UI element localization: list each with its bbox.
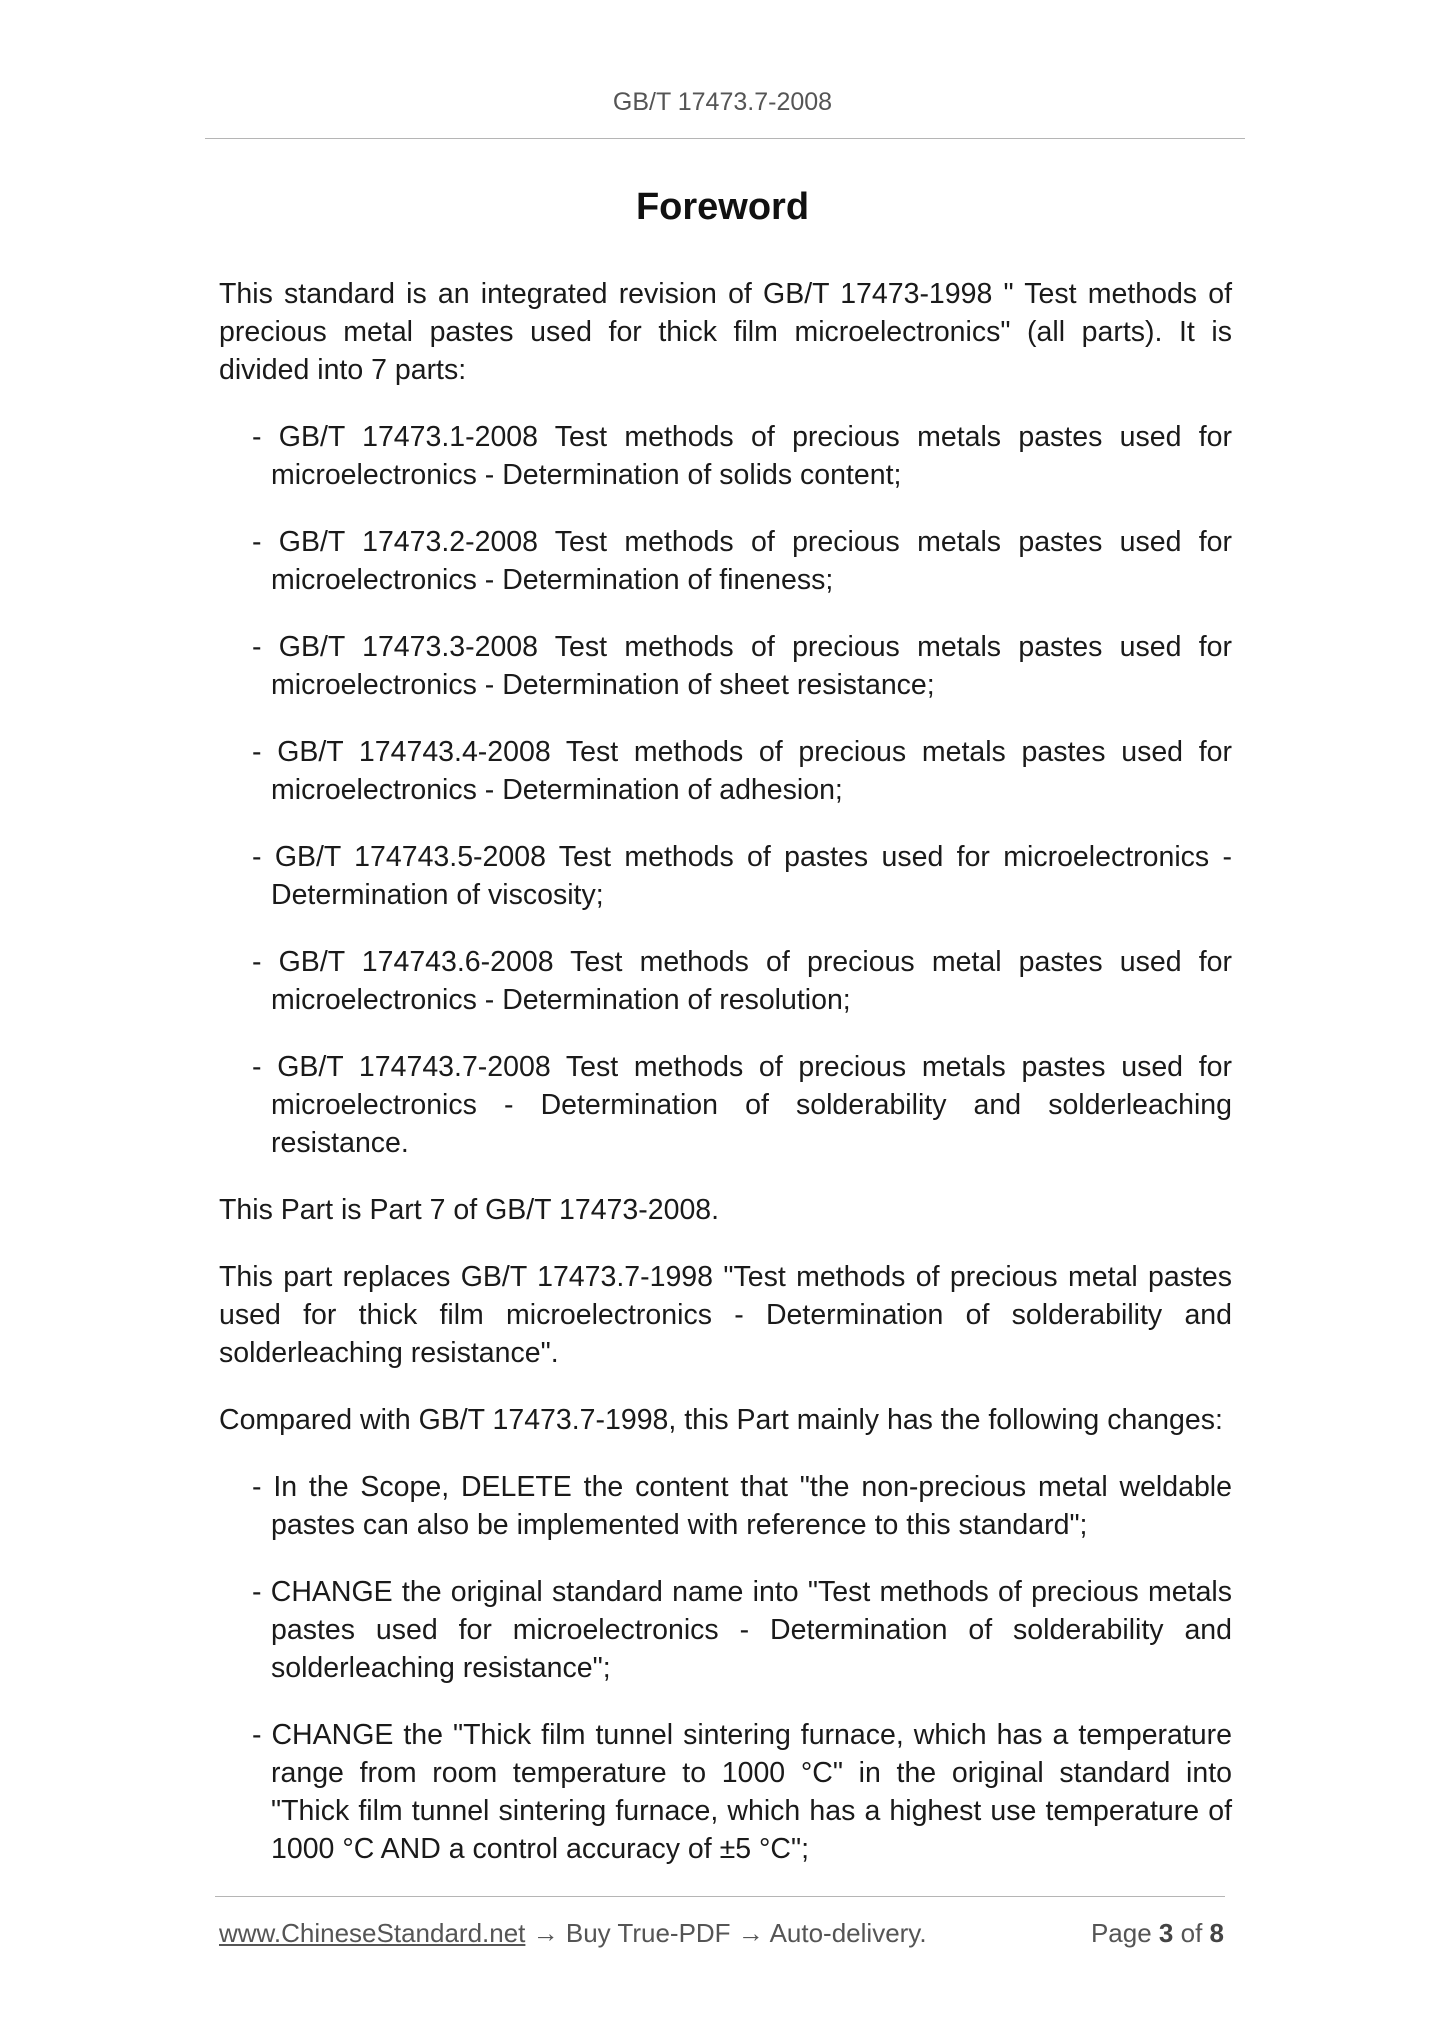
footer-promo: [219, 1918, 927, 1949]
change-list-item: - CHANGE the original standard name into "Test methods of precious metals pastes used for microelectronics - Determination of solderability and solderleaching resistance";: [252, 1576, 1232, 1684]
part-list-item: - GB/T 174743.7-2008 Test methods of precious metals pastes used for microelectronics - Determination of solderability and solderleaching resistance.: [252, 1051, 1232, 1159]
part-list-item: - GB/T 174743.4-2008 Test methods of precious metals pastes used for microelectronics - Determination of adhesion;: [252, 736, 1232, 806]
changes-intro: Compared with GB/T 17473.7-1998, this Part mainly has the following changes:: [219, 1404, 1223, 1436]
page-of-label: of: [1180, 1918, 1203, 1948]
document-body: [219, 275, 1232, 1897]
page-label: Page: [1090, 1918, 1152, 1948]
intro-paragraph: This standard is an integrated revision of GB/T 17473-1998 " Test methods of precious metal pastes used for thick film microelectronics" (all parts). It is divided into 7 parts:: [219, 278, 1232, 386]
part-statement: This Part is Part 7 of GB/T 17473-2008.: [219, 1194, 720, 1226]
header-divider: [205, 138, 1245, 139]
replaces-paragraph: This part replaces GB/T 17473.7-1998 "Test methods of precious metal pastes used for thick film microelectronics - Determination of solderability and solderleaching resistance".: [219, 1261, 1232, 1369]
part-list-item: - GB/T 174743.5-2008 Test methods of pastes used for microelectronics - Determination of viscosity;: [252, 841, 1232, 911]
page-title: Foreword: [635, 186, 810, 228]
change-list-item: - CHANGE the "Thick film tunnel sintering furnace, which has a temperature range from room temperature to 1000 °C" in the original standard into "Thick film tunnel sintering furnace, which has a highest use temperature of 1000 °C AND a control accuracy of ±5 °C";: [252, 1719, 1232, 1865]
page-indicator: [1091, 1918, 1224, 1949]
part-list-item: - GB/T 17473.3-2008 Test methods of precious metals pastes used for microelectronics - Determination of sheet resistance;: [252, 631, 1232, 701]
part-list-item: - GB/T 17473.2-2008 Test methods of precious metals pastes used for microelectronics - Determination of fineness;: [252, 526, 1232, 596]
footer-promo-text: → Buy True-PDF → Auto-delivery.: [525, 1918, 927, 1948]
page-footer: [219, 1918, 1229, 1952]
website-link[interactable]: www.ChineseStandard.net: [219, 1918, 526, 1948]
page-current: 3: [1158, 1918, 1174, 1948]
part-list-item: - GB/T 17473.1-2008 Test methods of precious metals pastes used for microelectronics - Determination of solids content;: [252, 421, 1232, 491]
page-header: GB/T 17473.7-2008: [612, 88, 833, 116]
part-list-item: - GB/T 174743.6-2008 Test methods of precious metal pastes used for microelectronics - Determination of resolution;: [252, 946, 1232, 1016]
page-total: 8: [1209, 1918, 1224, 1948]
footer-divider: [215, 1896, 1225, 1897]
change-list-item: - In the Scope, DELETE the content that "the non-precious metal weldable pastes can also be implemented with reference to this standard";: [252, 1471, 1232, 1541]
